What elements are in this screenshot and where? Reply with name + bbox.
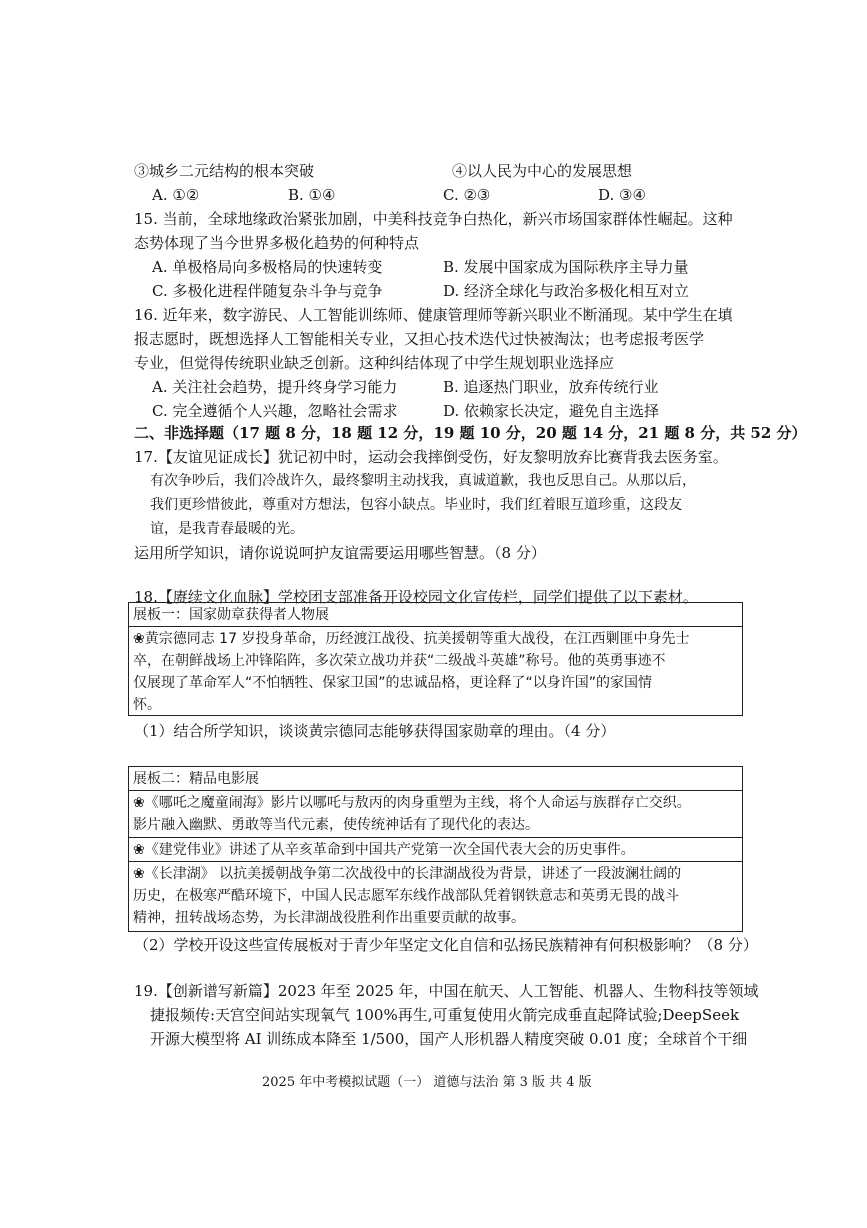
- q15-stem-line1: 15. 当前，全球地缘政治紧张加剧，中美科技竞争白热化，新兴市场国家群体性崛起。这种: [134, 210, 733, 228]
- q16-stem-line1: 16. 近年来，数字游民、人工智能训练师、健康管理师等新兴职业不断涌现。某中学生在填: [134, 306, 733, 324]
- q19-line3: 开源大模型将 AI 训练成本降至 1/500，国产人形机器人精度突破 0.01 度；全球首个干细: [150, 1030, 748, 1048]
- q18-subquestion-2: （2）学校开设这些宣传展板对于青少年坚定文化自信和弘扬民族精神有何积极影响？（8 分）: [134, 936, 758, 954]
- panel-two-film1-line2: 影片融入幽默、勇敢等当代元素，使传统神话有了现代化的表达。: [133, 817, 539, 833]
- panel-two-film3-line1: ❀《长津湖》 以抗美援朝战争第二次战役中的长津湖战役为背景，讲述了一段波澜壮阔的: [133, 866, 682, 882]
- panel-two-film2-line1: ❀《建党伟业》讲述了从辛亥革命到中国共产党第一次全国代表大会的历史事件。: [133, 842, 635, 858]
- panel-two-film3-line3: 精神，扭转战场态势，为长津湖战役胜利作出重要贡献的故事。: [133, 910, 525, 926]
- panel-two-film3-line2: 历史，在极寒严酷环境下，中国人民志愿军东线作战部队凭着钢铁意志和英勇无畏的战斗: [133, 888, 679, 904]
- q16-choice-b: B. 追逐热门职业，放弃传统行业: [443, 378, 659, 396]
- q14-choice-d: D. ③④: [598, 186, 646, 204]
- q14-choice-b: B. ①④: [288, 186, 336, 204]
- q17-prompt: 运用所学知识，请你说说呵护友谊需要运用哪些智慧。（8 分）: [134, 544, 546, 562]
- panel-one-line2: 卒，在朝鲜战场上冲锋陷阵，多次荣立战功并获“二级战斗英雄”称号。他的英勇事迹不: [133, 653, 666, 669]
- q14-option-4: ④以人民为中心的发展思想: [452, 162, 633, 180]
- q15-choice-a: A. 单极格局向多极格局的快速转变: [152, 258, 383, 276]
- panel-one-title: 展板一：国家勋章获得者人物展: [133, 607, 329, 623]
- q16-stem-line2: 报志愿时，既想选择人工智能相关专业，又担心技术迭代过快被淘汰；也考虑报考医学: [134, 330, 705, 348]
- q16-choice-d: D. 依赖家长决定，避免自主选择: [443, 402, 660, 420]
- q17-line1: 17.【友谊见证成长】犹记初中时，运动会我摔倒受伤，好友黎明放弃比赛背我去医务室。: [134, 448, 728, 466]
- q14-option-3: ③城乡二元结构的根本突破: [134, 162, 315, 180]
- q17-line3: 我们更珍惜彼此，尊重对方想法，包容小缺点。毕业时，我们红着眼互道珍重，这段友: [150, 497, 682, 513]
- q15-choice-c: C. 多极化进程伴随复杂斗争与竞争: [152, 282, 383, 300]
- q15-choice-b: B. 发展中国家成为国际秩序主导力量: [443, 258, 689, 276]
- panel-one-line4: 怀。: [133, 697, 161, 713]
- q15-choice-d: D. 经济全球化与政治多极化相互对立: [443, 282, 690, 300]
- panel-two-divider-3: [128, 861, 743, 862]
- q18-subquestion-1: （1）结合所学知识，谈谈黄宗德同志能够获得国家勋章的理由。（4 分）: [134, 722, 616, 740]
- panel-one-line3: 仅展现了革命军人“不怕牺牲、保家卫国”的忠诚品格，更诠释了“以身许国”的家国情: [133, 675, 653, 691]
- q16-stem-line3: 专业，但觉得传统职业缺乏创新。这种纠结体现了中学生规划职业选择应: [134, 354, 615, 372]
- page-footer: 2025 年中考模拟试题（一） 道德与法治 第 3 版 共 4 版: [262, 1075, 592, 1090]
- q16-choice-a: A. 关注社会趋势，提升终身学习能力: [152, 378, 398, 396]
- q19-line1: 19.【创新谱写新篇】2023 年至 2025 年，中国在航天、人工智能、机器人、生物科技等领域: [134, 982, 759, 1000]
- q18-intro: 18.【赓续文化血脉】学校团支部准备开设校园文化宣传栏，同学们提供了以下素材。: [134, 588, 698, 606]
- panel-two-divider-1: [128, 790, 743, 791]
- q17-line4: 谊，是我青春最暖的光。: [150, 521, 304, 537]
- q16-choice-c: C. 完全遵循个人兴趣，忽略社会需求: [152, 402, 398, 420]
- q19-line2: 捷报频传:天宫空间站实现氧气 100%再生,可重复使用火箭完成垂直起降试验;DeepSeek: [150, 1006, 740, 1024]
- q17-line2: 有次争吵后，我们冷战许久，最终黎明主动找我，真诚道歉，我也反思自己。从那以后，: [150, 473, 696, 489]
- panel-one-line1: ❀黄宗德同志 17 岁投身革命，历经渡江战役、抗美援朝等重大战役，在江西剿匪中身先士: [133, 631, 690, 647]
- q14-choice-a: A. ①②: [152, 186, 200, 204]
- q14-choice-c: C. ②③: [443, 186, 491, 204]
- panel-one-divider: [128, 626, 743, 627]
- section-heading-non-choice: 二、非选择题（17 题 8 分，18 题 12 分，19 题 10 分，20 题 14 分，21 题 8 分，共 52 分）: [134, 424, 807, 442]
- panel-two-title: 展板二：精品电影展: [133, 771, 259, 787]
- q15-stem-line2: 态势体现了当今世界多极化趋势的何种特点: [134, 234, 420, 252]
- panel-two-divider-2: [128, 837, 743, 838]
- panel-two-film1-line1: ❀《哪吒之魔童闹海》影片以哪吒与敖丙的肉身重塑为主线，将个人命运与族群存亡交织。: [133, 795, 691, 811]
